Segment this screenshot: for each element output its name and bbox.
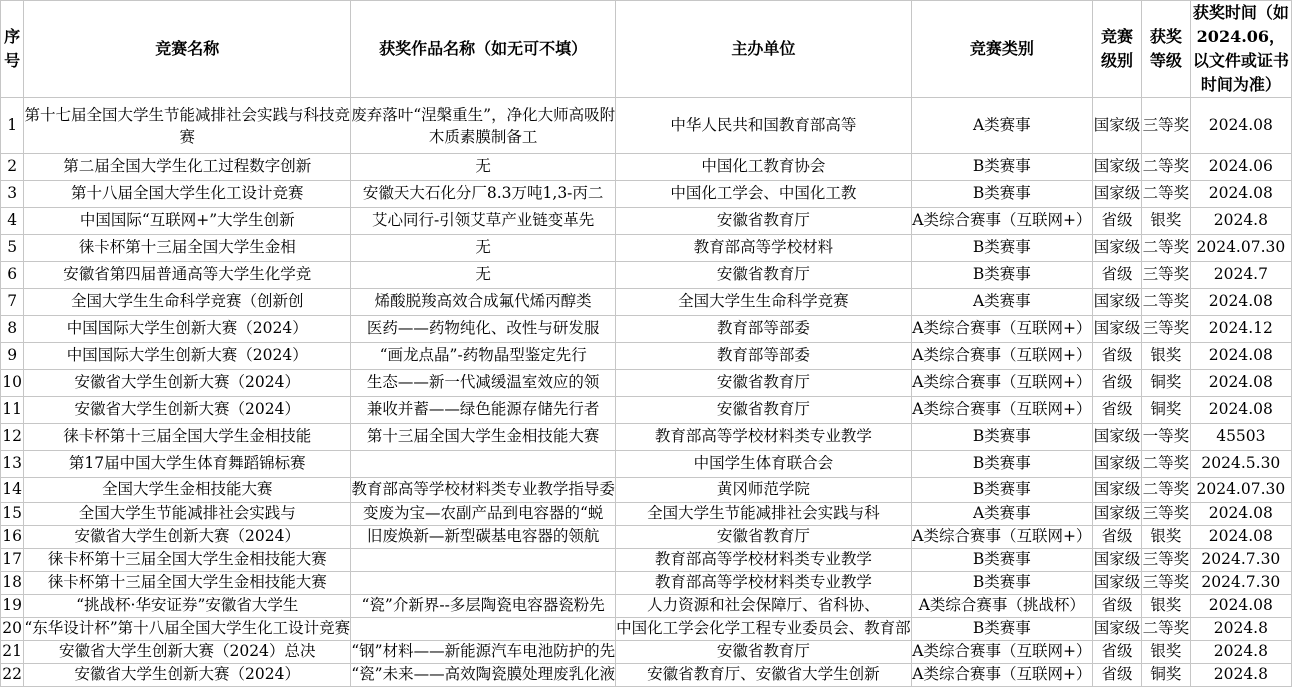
table-row (1, 316, 1292, 343)
cell-index[interactable]: 21 (1, 641, 24, 664)
cell-competition-name[interactable]: 第十七届全国大学生节能减排社会实践与科技竞赛 (24, 98, 351, 154)
cell-award-grade[interactable]: 银奖 (1141, 595, 1190, 618)
cell-category[interactable]: B类赛事 (911, 424, 1092, 451)
cell-award-grade[interactable]: 二等奖 (1141, 154, 1190, 181)
cell-index[interactable]: 4 (1, 208, 24, 235)
header-organizer[interactable]: 主办单位 (616, 1, 912, 98)
cell-award-date[interactable]: 2024.08 (1190, 343, 1291, 370)
cell-category[interactable]: B类赛事 (911, 478, 1092, 503)
header-award-grade[interactable]: 获奖等级 (1141, 1, 1190, 98)
header-award-date[interactable]: 获奖时间（如2024.06，以文件或证书时间为准） (1190, 1, 1291, 98)
cell-index[interactable]: 13 (1, 451, 24, 478)
table-row (1, 424, 1292, 451)
cell-index[interactable]: 2 (1, 154, 24, 181)
cell-level[interactable]: 省级 (1093, 664, 1142, 687)
cell-award-grade[interactable]: 银奖 (1141, 343, 1190, 370)
cell-category[interactable]: A类综合赛事（互联网+） (911, 343, 1092, 370)
table-row (1, 595, 1292, 618)
cell-award-date[interactable]: 2024.7.30 (1190, 549, 1291, 572)
cell-category[interactable]: A类赛事 (911, 503, 1092, 526)
cell-work-name[interactable]: 无 (351, 262, 616, 289)
header-category[interactable]: 竞赛类别 (911, 1, 1092, 98)
table-row (1, 370, 1292, 397)
cell-award-grade[interactable]: 二等奖 (1141, 289, 1190, 316)
cell-category[interactable]: B类赛事 (911, 451, 1092, 478)
table-row (1, 641, 1292, 664)
cell-work-name[interactable]: 第十三届全国大学生金相技能大赛 (351, 424, 616, 451)
cell-award-grade[interactable]: 二等奖 (1141, 451, 1190, 478)
table-row (1, 526, 1292, 549)
cell-award-grade[interactable]: 三等奖 (1141, 549, 1190, 572)
cell-award-date[interactable]: 2024.5.30 (1190, 451, 1291, 478)
cell-competition-name[interactable]: 安徽省大学生创新大赛（2024） (24, 664, 351, 687)
cell-level[interactable]: 省级 (1093, 208, 1142, 235)
cell-award-grade[interactable]: 三等奖 (1141, 503, 1190, 526)
cell-work-name[interactable]: “瓷”未来——高效陶瓷膜处理废乳化液 (351, 664, 616, 687)
cell-work-name[interactable]: 生态——新一代减缓温室效应的领 (351, 370, 616, 397)
cell-organizer[interactable]: 教育部高等学校材料 (616, 235, 912, 262)
cell-category[interactable]: A类赛事 (911, 289, 1092, 316)
cell-organizer[interactable]: 中国化工学会、中国化工教 (616, 181, 912, 208)
cell-competition-name[interactable]: 徕卡杯第十三届全国大学生金相技能大赛 (24, 549, 351, 572)
cell-level[interactable]: 国家级 (1093, 618, 1142, 641)
cell-work-name[interactable]: 旧废焕新—新型碳基电容器的领航 (351, 526, 616, 549)
cell-level[interactable]: 国家级 (1093, 451, 1142, 478)
table-row (1, 343, 1292, 370)
cell-index[interactable]: 5 (1, 235, 24, 262)
cell-organizer[interactable]: 中国化工教育协会 (616, 154, 912, 181)
cell-level[interactable]: 省级 (1093, 262, 1142, 289)
cell-organizer[interactable]: 安徽省教育厅 (616, 526, 912, 549)
cell-award-date[interactable]: 2024.12 (1190, 316, 1291, 343)
cell-competition-name[interactable]: 全国大学生生命科学竞赛（创新创 (24, 289, 351, 316)
table-row (1, 154, 1292, 181)
cell-award-grade[interactable]: 三等奖 (1141, 572, 1190, 595)
cell-index[interactable]: 10 (1, 370, 24, 397)
cell-work-name[interactable]: “钢”材料——新能源汽车电池防护的先 (351, 641, 616, 664)
cell-competition-name[interactable]: 安徽省大学生创新大赛（2024）总决 (24, 641, 351, 664)
cell-level[interactable]: 省级 (1093, 595, 1142, 618)
cell-organizer[interactable]: 人力资源和社会保障厅、省科协、 (616, 595, 912, 618)
table-row (1, 503, 1292, 526)
cell-category[interactable]: A类综合赛事（互联网+） (911, 370, 1092, 397)
cell-index[interactable]: 11 (1, 397, 24, 424)
cell-organizer[interactable]: 安徽省教育厅 (616, 208, 912, 235)
cell-award-date[interactable]: 2024.08 (1190, 370, 1291, 397)
cell-index[interactable]: 14 (1, 478, 24, 503)
cell-organizer[interactable]: 教育部高等学校材料类专业教学 (616, 424, 912, 451)
cell-competition-name[interactable]: 第二届全国大学生化工过程数字创新 (24, 154, 351, 181)
table-row (1, 618, 1292, 641)
cell-index[interactable]: 19 (1, 595, 24, 618)
cell-competition-name[interactable]: 全国大学生节能减排社会实践与 (24, 503, 351, 526)
cell-award-grade[interactable]: 铜奖 (1141, 397, 1190, 424)
cell-organizer[interactable]: 黄冈师范学院 (616, 478, 912, 503)
cell-award-date[interactable]: 2024.08 (1190, 595, 1291, 618)
cell-award-grade[interactable]: 三等奖 (1141, 316, 1190, 343)
cell-index[interactable]: 1 (1, 98, 24, 154)
cell-award-date[interactable]: 2024.08 (1190, 526, 1291, 549)
cell-index[interactable]: 15 (1, 503, 24, 526)
cell-award-grade[interactable]: 铜奖 (1141, 664, 1190, 687)
cell-award-grade[interactable]: 银奖 (1141, 641, 1190, 664)
table-row (1, 289, 1292, 316)
cell-work-name[interactable]: 医药——药物纯化、改性与研发服 (351, 316, 616, 343)
cell-level[interactable]: 国家级 (1093, 98, 1142, 154)
cell-category[interactable]: B类赛事 (911, 235, 1092, 262)
cell-work-name[interactable] (351, 618, 616, 641)
cell-category[interactable]: A类综合赛事（互联网+） (911, 641, 1092, 664)
table-row (1, 478, 1292, 503)
cell-level[interactable]: 国家级 (1093, 289, 1142, 316)
cell-competition-name[interactable]: 安徽省大学生创新大赛（2024） (24, 526, 351, 549)
cell-level[interactable]: 国家级 (1093, 549, 1142, 572)
cell-work-name[interactable]: “画龙点晶”-药物晶型鉴定先行 (351, 343, 616, 370)
cell-category[interactable]: A类赛事 (911, 98, 1092, 154)
cell-organizer[interactable]: 安徽省教育厅 (616, 370, 912, 397)
cell-organizer[interactable]: 中国化工学会化学工程专业委员会、教育部 (616, 618, 912, 641)
cell-work-name[interactable] (351, 451, 616, 478)
cell-award-grade[interactable]: 银奖 (1141, 526, 1190, 549)
cell-award-date[interactable]: 2024.07.30 (1190, 478, 1291, 503)
cell-award-date[interactable]: 2024.08 (1190, 98, 1291, 154)
cell-competition-name[interactable]: 第17届中国大学生体育舞蹈锦标赛 (24, 451, 351, 478)
cell-category[interactable]: A类综合赛事（挑战杯） (911, 595, 1092, 618)
cell-competition-name[interactable]: 中国国际“互联网+”大学生创新 (24, 208, 351, 235)
header-work-name[interactable]: 获奖作品名称（如无可不填） (351, 1, 616, 98)
cell-work-name[interactable] (351, 572, 616, 595)
cell-award-date[interactable]: 2024.8 (1190, 664, 1291, 687)
header-level[interactable]: 竞赛级别 (1093, 1, 1142, 98)
cell-competition-name[interactable]: 徕卡杯第十三届全国大学生金相技能 (24, 424, 351, 451)
table-row (1, 572, 1292, 595)
cell-award-date[interactable]: 2024.08 (1190, 397, 1291, 424)
cell-level[interactable]: 省级 (1093, 370, 1142, 397)
cell-level[interactable]: 国家级 (1093, 424, 1142, 451)
cell-organizer[interactable]: 教育部等部委 (616, 316, 912, 343)
cell-organizer[interactable]: 全国大学生节能减排社会实践与科 (616, 503, 912, 526)
cell-award-date[interactable]: 2024.7.30 (1190, 572, 1291, 595)
cell-award-date[interactable]: 2024.8 (1190, 208, 1291, 235)
cell-award-date[interactable]: 2024.07.30 (1190, 235, 1291, 262)
cell-organizer[interactable]: 教育部高等学校材料类专业教学 (616, 572, 912, 595)
cell-organizer[interactable]: 安徽省教育厅 (616, 262, 912, 289)
cell-organizer[interactable]: 安徽省教育厅 (616, 397, 912, 424)
cell-award-grade[interactable]: 二等奖 (1141, 235, 1190, 262)
cell-work-name[interactable]: 无 (351, 235, 616, 262)
cell-organizer[interactable]: 安徽省教育厅 (616, 641, 912, 664)
cell-index[interactable]: 18 (1, 572, 24, 595)
cell-index[interactable]: 3 (1, 181, 24, 208)
cell-index[interactable]: 16 (1, 526, 24, 549)
cell-award-grade[interactable]: 一等奖 (1141, 424, 1190, 451)
cell-award-date[interactable]: 2024.08 (1190, 503, 1291, 526)
cell-category[interactable]: B类赛事 (911, 549, 1092, 572)
table-row (1, 451, 1292, 478)
cell-work-name[interactable]: 教育部高等学校材料类专业教学指导委 (351, 478, 616, 503)
cell-work-name[interactable]: 无 (351, 154, 616, 181)
cell-organizer[interactable]: 教育部高等学校材料类专业教学 (616, 549, 912, 572)
cell-competition-name[interactable]: 安徽省第四届普通高等大学生化学竞 (24, 262, 351, 289)
cell-award-date[interactable]: 45503 (1190, 424, 1291, 451)
cell-organizer[interactable]: 中华人民共和国教育部高等 (616, 98, 912, 154)
cell-level[interactable]: 国家级 (1093, 316, 1142, 343)
cell-organizer[interactable]: 安徽省教育厅、安徽省大学生创新 (616, 664, 912, 687)
cell-level[interactable]: 省级 (1093, 397, 1142, 424)
cell-organizer[interactable]: 全国大学生生命科学竞赛 (616, 289, 912, 316)
cell-competition-name[interactable]: 第十八届全国大学生化工设计竞赛 (24, 181, 351, 208)
cell-index[interactable]: 20 (1, 618, 24, 641)
cell-work-name[interactable]: “瓷”介新界--多层陶瓷电容器瓷粉先 (351, 595, 616, 618)
table-row (1, 397, 1292, 424)
cell-work-name[interactable]: 兼收并蓄——绿色能源存储先行者 (351, 397, 616, 424)
cell-category[interactable]: B类赛事 (911, 262, 1092, 289)
cell-award-grade[interactable]: 二等奖 (1141, 181, 1190, 208)
table-row (1, 549, 1292, 572)
cell-competition-name[interactable]: “东华设计杯”第十八届全国大学生化工设计竞赛 (24, 618, 351, 641)
cell-category[interactable]: A类综合赛事（互联网+） (911, 316, 1092, 343)
cell-category[interactable]: B类赛事 (911, 572, 1092, 595)
cell-competition-name[interactable]: 中国国际大学生创新大赛（2024） (24, 343, 351, 370)
cell-competition-name[interactable]: “挑战杯·华安证券”安徽省大学生 (24, 595, 351, 618)
cell-award-date[interactable]: 2024.8 (1190, 641, 1291, 664)
cell-index[interactable]: 9 (1, 343, 24, 370)
cell-category[interactable]: A类综合赛事（互联网+） (911, 208, 1092, 235)
cell-category[interactable]: A类综合赛事（互联网+） (911, 664, 1092, 687)
cell-level[interactable]: 国家级 (1093, 572, 1142, 595)
table-row (1, 664, 1292, 687)
cell-index[interactable]: 8 (1, 316, 24, 343)
cell-award-date[interactable]: 2024.7 (1190, 262, 1291, 289)
cell-work-name[interactable] (351, 549, 616, 572)
cell-competition-name[interactable]: 徕卡杯第十三届全国大学生金相技能大赛 (24, 572, 351, 595)
cell-competition-name[interactable]: 徕卡杯第十三届全国大学生金相 (24, 235, 351, 262)
cell-award-grade[interactable]: 三等奖 (1141, 262, 1190, 289)
cell-organizer[interactable]: 教育部等部委 (616, 343, 912, 370)
cell-competition-name[interactable]: 中国国际大学生创新大赛（2024） (24, 316, 351, 343)
cell-award-grade[interactable]: 铜奖 (1141, 370, 1190, 397)
cell-level[interactable]: 国家级 (1093, 503, 1142, 526)
cell-index[interactable]: 12 (1, 424, 24, 451)
cell-award-grade[interactable]: 二等奖 (1141, 618, 1190, 641)
cell-award-date[interactable]: 2024.08 (1190, 181, 1291, 208)
cell-award-grade[interactable]: 银奖 (1141, 208, 1190, 235)
cell-category[interactable]: A类综合赛事（互联网+） (911, 526, 1092, 549)
cell-level[interactable]: 省级 (1093, 343, 1142, 370)
cell-award-date[interactable]: 2024.8 (1190, 618, 1291, 641)
table-row (1, 181, 1292, 208)
cell-award-date[interactable]: 2024.08 (1190, 289, 1291, 316)
cell-index[interactable]: 6 (1, 262, 24, 289)
cell-competition-name[interactable]: 安徽省大学生创新大赛（2024） (24, 370, 351, 397)
cell-index[interactable]: 7 (1, 289, 24, 316)
cell-category[interactable]: B类赛事 (911, 181, 1092, 208)
cell-index[interactable]: 17 (1, 549, 24, 572)
cell-level[interactable]: 省级 (1093, 641, 1142, 664)
table-row (1, 208, 1292, 235)
cell-award-grade[interactable]: 三等奖 (1141, 98, 1190, 154)
cell-work-name[interactable]: 废弃落叶“涅槃重生”，净化大师高吸附木质素膜制备工 (351, 98, 616, 154)
header-index[interactable]: 序号 (1, 1, 24, 98)
cell-organizer[interactable]: 中国学生体育联合会 (616, 451, 912, 478)
cell-level[interactable]: 国家级 (1093, 154, 1142, 181)
cell-level[interactable]: 国家级 (1093, 235, 1142, 262)
cell-work-name[interactable]: 安徽天大石化分厂8.3万吨1,3-丙二 (351, 181, 616, 208)
cell-work-name[interactable]: 烯酸脱羧高效合成氟代烯丙醇类 (351, 289, 616, 316)
cell-award-grade[interactable]: 二等奖 (1141, 478, 1190, 503)
cell-category[interactable]: B类赛事 (911, 154, 1092, 181)
cell-level[interactable]: 省级 (1093, 526, 1142, 549)
cell-level[interactable]: 国家级 (1093, 181, 1142, 208)
cell-competition-name[interactable]: 安徽省大学生创新大赛（2024） (24, 397, 351, 424)
cell-category[interactable]: A类综合赛事（互联网+） (911, 397, 1092, 424)
cell-category[interactable]: B类赛事 (911, 618, 1092, 641)
cell-index[interactable]: 22 (1, 664, 24, 687)
table-row (1, 235, 1292, 262)
cell-level[interactable]: 国家级 (1093, 478, 1142, 503)
cell-work-name[interactable]: 变废为宝—农副产品到电容器的“蜕 (351, 503, 616, 526)
cell-work-name[interactable]: 艾心同行-引领艾草产业链变革先 (351, 208, 616, 235)
table-row (1, 98, 1292, 154)
header-row (1, 1, 1292, 98)
table-row (1, 262, 1292, 289)
cell-award-date[interactable]: 2024.06 (1190, 154, 1291, 181)
cell-competition-name[interactable]: 全国大学生金相技能大赛 (24, 478, 351, 503)
header-competition-name[interactable]: 竞赛名称 (24, 1, 351, 98)
